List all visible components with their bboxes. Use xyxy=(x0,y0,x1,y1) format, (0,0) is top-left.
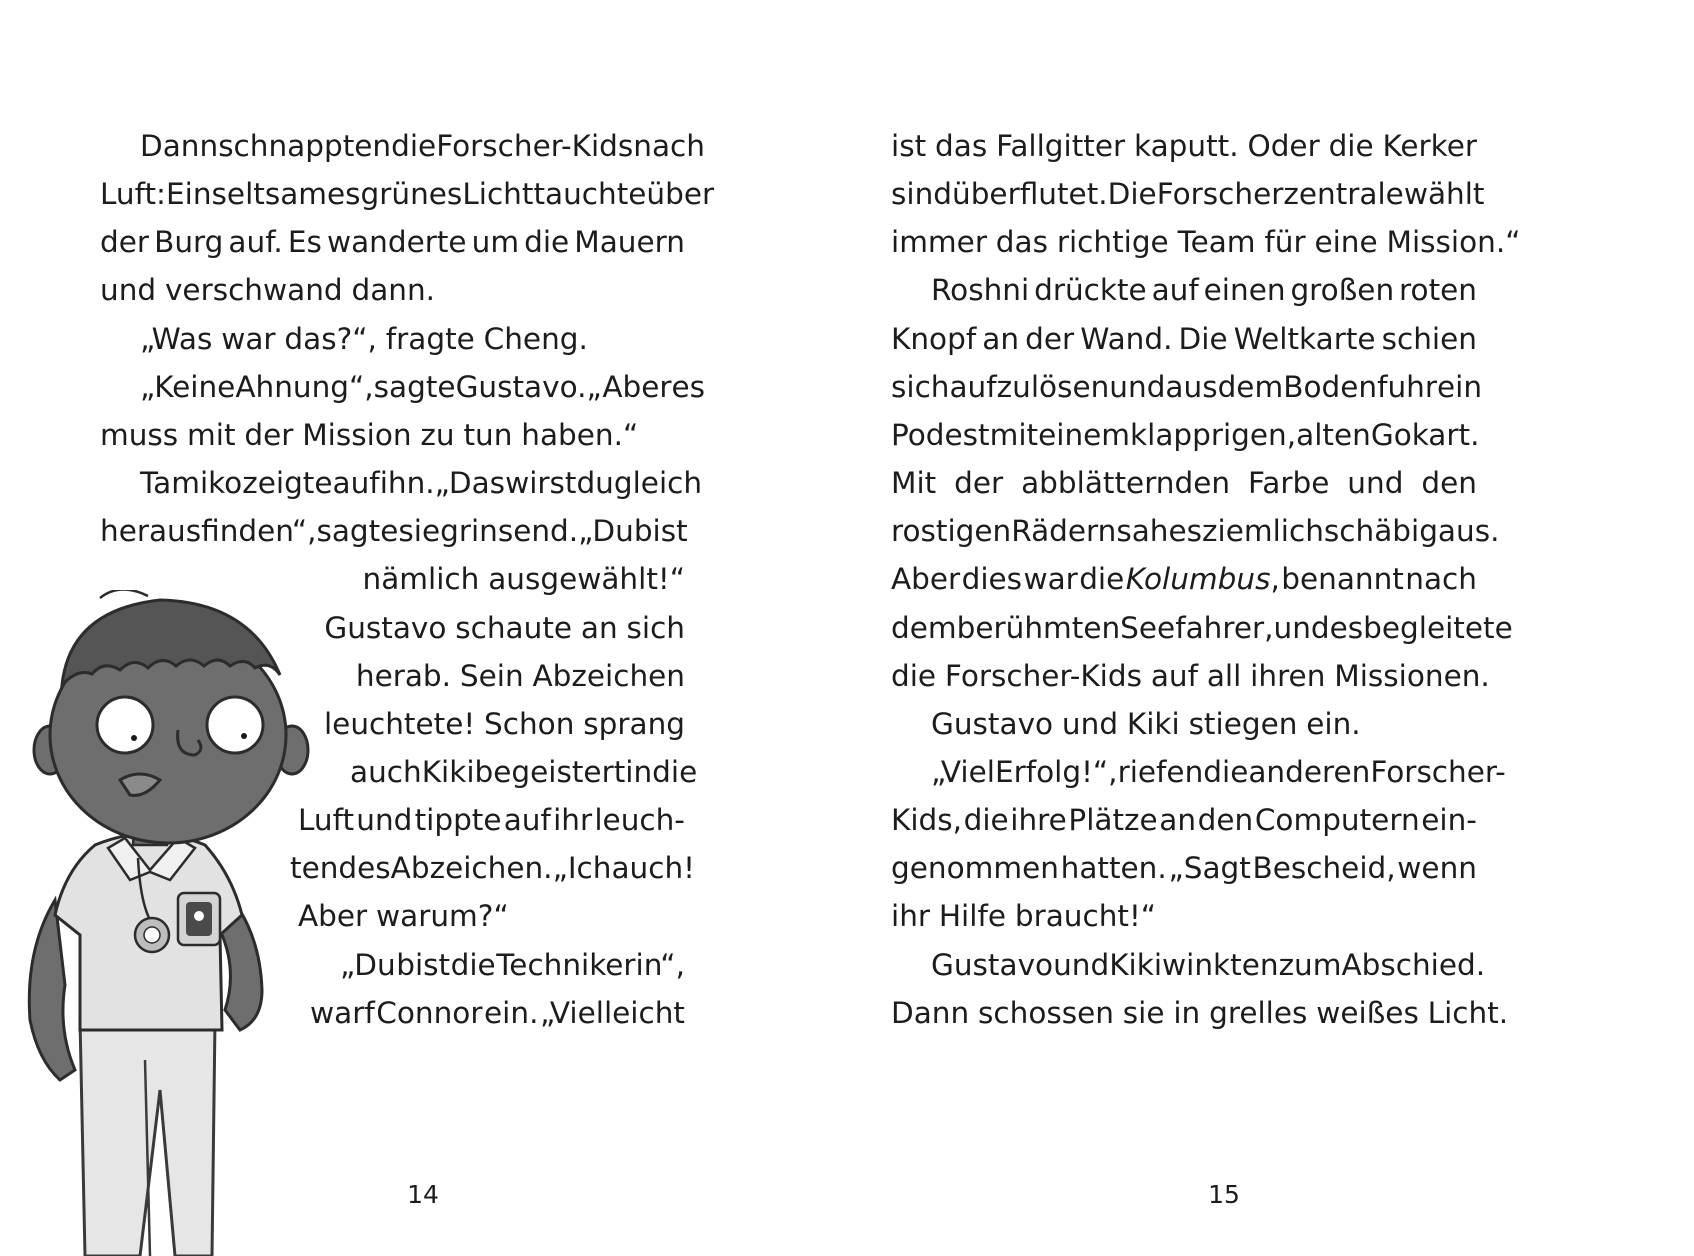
word: Luft xyxy=(298,803,355,838)
word: Mit xyxy=(891,466,937,501)
word: ziemlich xyxy=(1202,514,1324,549)
word: es xyxy=(1168,514,1203,549)
word: und xyxy=(1109,369,1166,404)
word: der xyxy=(954,466,1004,501)
word: leuch- xyxy=(594,803,685,838)
word: Forscher- xyxy=(1370,754,1506,789)
word: Gustavo xyxy=(931,947,1054,982)
word: Team xyxy=(1177,225,1256,260)
word: Mission.“ xyxy=(1386,225,1521,260)
word: Ein xyxy=(166,177,212,212)
word: sind xyxy=(891,177,952,212)
word: wirst xyxy=(505,466,577,501)
word: haben.“ xyxy=(521,417,639,452)
word: und xyxy=(100,273,157,308)
word: „Was xyxy=(140,321,213,356)
word: sprang xyxy=(583,706,685,741)
text-line xyxy=(310,987,685,1039)
word: sich xyxy=(626,610,685,645)
word: die xyxy=(524,225,570,260)
word: ihr xyxy=(891,899,931,934)
word: den xyxy=(1421,466,1477,501)
word: schossen xyxy=(978,995,1114,1030)
word: Abzeichen xyxy=(532,658,685,693)
text-line xyxy=(350,746,698,798)
word: und xyxy=(356,803,413,838)
word: wählt xyxy=(1403,177,1485,212)
text-line xyxy=(323,698,685,750)
word: Ahnung“, xyxy=(235,369,374,404)
word: für xyxy=(1264,225,1306,260)
text-line xyxy=(891,746,1506,798)
word: fuhr xyxy=(1377,369,1437,404)
word: Licht. xyxy=(1427,995,1509,1030)
word: Fallgitter xyxy=(996,129,1126,163)
word: das?“, xyxy=(284,321,377,356)
word: Technikerin“, xyxy=(496,947,685,982)
text-line xyxy=(100,361,706,413)
word: Podest xyxy=(891,417,990,452)
word: mit xyxy=(187,417,236,452)
word: grinsend. xyxy=(440,514,579,549)
word: sagte xyxy=(373,369,456,404)
word: stiegen xyxy=(1188,706,1298,741)
word: hatten. xyxy=(1060,851,1167,886)
word: Abschied. xyxy=(1341,947,1486,982)
word: schnappten xyxy=(218,129,392,163)
word: an xyxy=(580,610,618,645)
word: mit xyxy=(989,417,1039,452)
word: Roshni xyxy=(931,273,1030,308)
word: nach xyxy=(1405,562,1477,597)
word: seltsames xyxy=(211,177,361,212)
word: abblätternden xyxy=(1021,466,1231,501)
text-line xyxy=(891,842,1477,894)
word: „Du xyxy=(578,514,634,549)
word: auch xyxy=(350,754,422,789)
word: dies xyxy=(961,562,1023,597)
word: tippte xyxy=(414,803,502,838)
word: Burg xyxy=(154,225,224,260)
word: anderen xyxy=(1248,754,1371,789)
word: ihn. xyxy=(379,466,435,501)
word: genommen xyxy=(891,851,1059,886)
text-line xyxy=(891,650,1490,702)
word: Rädern xyxy=(1011,514,1117,549)
word: Sein xyxy=(459,658,524,693)
word: Missionen. xyxy=(1334,658,1490,693)
word: einen xyxy=(1203,273,1286,308)
word: Connor xyxy=(376,995,483,1030)
page-number-right: 15 xyxy=(1208,1180,1240,1209)
word: schien xyxy=(1381,321,1477,356)
word: aus. xyxy=(1437,514,1500,549)
word: Knopf xyxy=(891,321,977,356)
word: winkten xyxy=(1162,947,1279,982)
text-line xyxy=(290,842,695,894)
text-line xyxy=(891,602,1513,654)
word: schaute xyxy=(455,610,573,645)
word: Kolumbus, xyxy=(1125,562,1280,597)
word: benannt xyxy=(1281,562,1404,597)
word: ihr xyxy=(553,803,593,838)
word: Gokart. xyxy=(1370,417,1480,452)
word: der xyxy=(1025,321,1075,356)
word: auf xyxy=(1150,658,1198,693)
word: Cheng. xyxy=(483,321,588,356)
word: du xyxy=(576,466,614,501)
word: aufzulösen xyxy=(949,369,1110,404)
word: zum xyxy=(1278,947,1342,982)
word: schäbig xyxy=(1323,514,1438,549)
page-number-left: 14 xyxy=(407,1180,439,1209)
word: leuchtete! xyxy=(323,706,476,741)
text-line xyxy=(100,457,703,509)
word: berühmten xyxy=(956,610,1121,645)
word: tauchte xyxy=(533,177,647,212)
text-line xyxy=(891,409,1480,461)
word: und xyxy=(1347,466,1404,501)
word: grünes xyxy=(360,177,463,212)
word: aus xyxy=(1165,369,1218,404)
word: zu xyxy=(420,417,455,452)
word: herausfinden“, xyxy=(100,514,317,549)
word: ausgewählt!“ xyxy=(488,562,685,597)
word: Boden xyxy=(1283,369,1378,404)
word: verschwand xyxy=(164,273,343,308)
word: Tamiko xyxy=(140,466,243,501)
word: alten xyxy=(1296,417,1371,452)
word: „Sagt xyxy=(1168,851,1251,886)
word: es xyxy=(1329,610,1364,645)
text-line xyxy=(891,890,1477,942)
word: Luft: xyxy=(100,177,166,212)
word: ein xyxy=(1436,369,1483,404)
word: die xyxy=(1079,562,1125,597)
word: Kids, xyxy=(891,803,963,838)
word: die xyxy=(652,754,698,789)
word: auch! xyxy=(611,851,695,886)
word: Abzeichen. xyxy=(390,851,553,886)
word: Weltkarte xyxy=(1233,321,1376,356)
word: Seefahrer, xyxy=(1120,610,1274,645)
word: Kiki xyxy=(421,754,475,789)
word: in xyxy=(1173,995,1201,1030)
word: Die xyxy=(1107,177,1157,212)
word: Die xyxy=(1178,321,1228,356)
word: ihre xyxy=(1010,803,1067,838)
word: die xyxy=(391,129,437,163)
word: Aber xyxy=(891,562,961,597)
text-line xyxy=(100,216,685,268)
word: Forscherzentrale xyxy=(1156,177,1404,212)
word: fragte xyxy=(385,321,475,356)
word: „Keine xyxy=(140,369,236,404)
text-line xyxy=(298,794,685,846)
text-line xyxy=(891,939,1486,991)
word: dem xyxy=(891,610,957,645)
word: „Das xyxy=(434,466,506,501)
word: sie xyxy=(398,514,441,549)
word: begleitete xyxy=(1363,610,1513,645)
word: die xyxy=(963,803,1009,838)
text-line xyxy=(100,313,685,365)
word: das xyxy=(935,129,988,163)
word: Forscher-Kids xyxy=(944,658,1142,693)
word: Plätze xyxy=(1068,803,1158,838)
word: einem xyxy=(1038,417,1131,452)
text-line xyxy=(100,409,685,461)
word: Dann xyxy=(891,995,970,1030)
text-line xyxy=(298,890,685,942)
word: ein- xyxy=(1421,803,1477,838)
word: Schon xyxy=(484,706,575,741)
word: kaputt. xyxy=(1134,129,1239,163)
word: klapprigen, xyxy=(1130,417,1297,452)
word: Gustavo xyxy=(931,706,1054,741)
word: tun xyxy=(463,417,513,452)
word: roten xyxy=(1399,273,1477,308)
word: ein. xyxy=(484,995,539,1030)
word: grelles xyxy=(1209,995,1308,1030)
word: dem xyxy=(1217,369,1284,404)
text-line xyxy=(310,553,685,605)
word: die xyxy=(1203,754,1249,789)
word: die xyxy=(891,658,937,693)
word: es xyxy=(671,369,706,404)
text-line xyxy=(891,553,1477,605)
word: eine xyxy=(1314,225,1378,260)
word: bist xyxy=(396,947,451,982)
word: war xyxy=(221,321,276,356)
word: Licht xyxy=(462,177,534,212)
word: wenn xyxy=(1397,851,1477,886)
word: tendes xyxy=(290,851,391,886)
word: der xyxy=(100,225,150,260)
word: die xyxy=(450,947,496,982)
word: um xyxy=(471,225,520,260)
text-line xyxy=(891,264,1477,316)
word: dann. xyxy=(351,273,436,308)
word: weißes xyxy=(1316,995,1419,1030)
word: muss xyxy=(100,417,179,452)
word: Oder xyxy=(1247,129,1320,163)
word: riefen xyxy=(1117,754,1204,789)
text-line xyxy=(891,457,1477,509)
word: warum?“ xyxy=(376,899,509,934)
word: „Du xyxy=(340,947,396,982)
word: „Ich xyxy=(552,851,612,886)
word: Wand. xyxy=(1080,321,1173,356)
word: nach xyxy=(633,129,705,163)
word: war xyxy=(1023,562,1078,597)
word: all xyxy=(1206,658,1242,693)
word: nämlich xyxy=(362,562,480,597)
word: Mission xyxy=(302,417,412,452)
word: Hilfe xyxy=(938,899,1006,934)
text-line xyxy=(891,313,1477,365)
text-line xyxy=(891,794,1477,846)
word: begeistert xyxy=(474,754,626,789)
right-page xyxy=(847,0,1694,1256)
word: den xyxy=(1197,803,1254,838)
word: rostigen xyxy=(891,514,1012,549)
word: Computern xyxy=(1254,803,1420,838)
word: Gustavo. xyxy=(455,369,587,404)
word: Aber xyxy=(298,899,368,934)
word: sich xyxy=(891,369,950,404)
word: die xyxy=(1328,129,1374,163)
word: der xyxy=(244,417,294,452)
word: Bescheid, xyxy=(1252,851,1396,886)
word: Dann xyxy=(140,129,219,163)
text-line xyxy=(891,168,1485,220)
word: und xyxy=(1273,610,1330,645)
word: an xyxy=(982,321,1020,356)
word: immer xyxy=(891,225,987,260)
text-line xyxy=(100,168,715,220)
word: gleich xyxy=(613,466,703,501)
word: auf xyxy=(503,803,551,838)
text-line xyxy=(891,698,1477,750)
word: warf xyxy=(310,995,375,1030)
word: und xyxy=(1061,706,1119,741)
word: Farbe xyxy=(1248,466,1330,501)
word: über xyxy=(646,177,715,212)
word: überflutet. xyxy=(952,177,1108,212)
word: braucht!“ xyxy=(1014,899,1157,934)
word: sah xyxy=(1116,514,1169,549)
word: Kiki xyxy=(1126,706,1180,741)
text-line xyxy=(324,602,685,654)
word: Forscher-Kids xyxy=(436,129,634,163)
word: Gustavo xyxy=(324,610,447,645)
text-line xyxy=(340,939,685,991)
text-line xyxy=(100,505,688,557)
word: Mauern xyxy=(574,225,685,260)
word: auf. xyxy=(228,225,283,260)
word: sie xyxy=(1122,995,1165,1030)
text-line xyxy=(891,505,1500,557)
word: ihren xyxy=(1250,658,1326,693)
word: Es xyxy=(287,225,322,260)
word: richtige xyxy=(1056,225,1169,260)
text-line xyxy=(891,361,1483,413)
word: in xyxy=(625,754,653,789)
word: auf xyxy=(332,466,380,501)
word: „Viel xyxy=(931,754,995,789)
word: drückte xyxy=(1034,273,1147,308)
word: ist xyxy=(891,129,927,163)
word: bist xyxy=(633,514,688,549)
text-line xyxy=(355,650,685,702)
text-line xyxy=(100,120,705,172)
text-line xyxy=(891,216,1521,268)
word: wanderte xyxy=(326,225,467,260)
word: ein. xyxy=(1306,706,1361,741)
boy-illustration xyxy=(0,590,340,1256)
word: und xyxy=(1053,947,1110,982)
word: „Aber xyxy=(586,369,672,404)
word: auf xyxy=(1151,273,1199,308)
word: sagte xyxy=(316,514,399,549)
word: an xyxy=(1159,803,1197,838)
word: Kerker xyxy=(1382,129,1477,163)
word: Erfolg!“, xyxy=(994,754,1118,789)
word: Kiki xyxy=(1109,947,1163,982)
word: das xyxy=(995,225,1048,260)
word: herab. xyxy=(355,658,452,693)
word: großen xyxy=(1290,273,1395,308)
text-line xyxy=(100,264,685,316)
word: zeigte xyxy=(242,466,333,501)
text-line xyxy=(891,987,1509,1039)
word: „Vielleicht xyxy=(540,995,685,1030)
text-line xyxy=(891,120,1477,172)
